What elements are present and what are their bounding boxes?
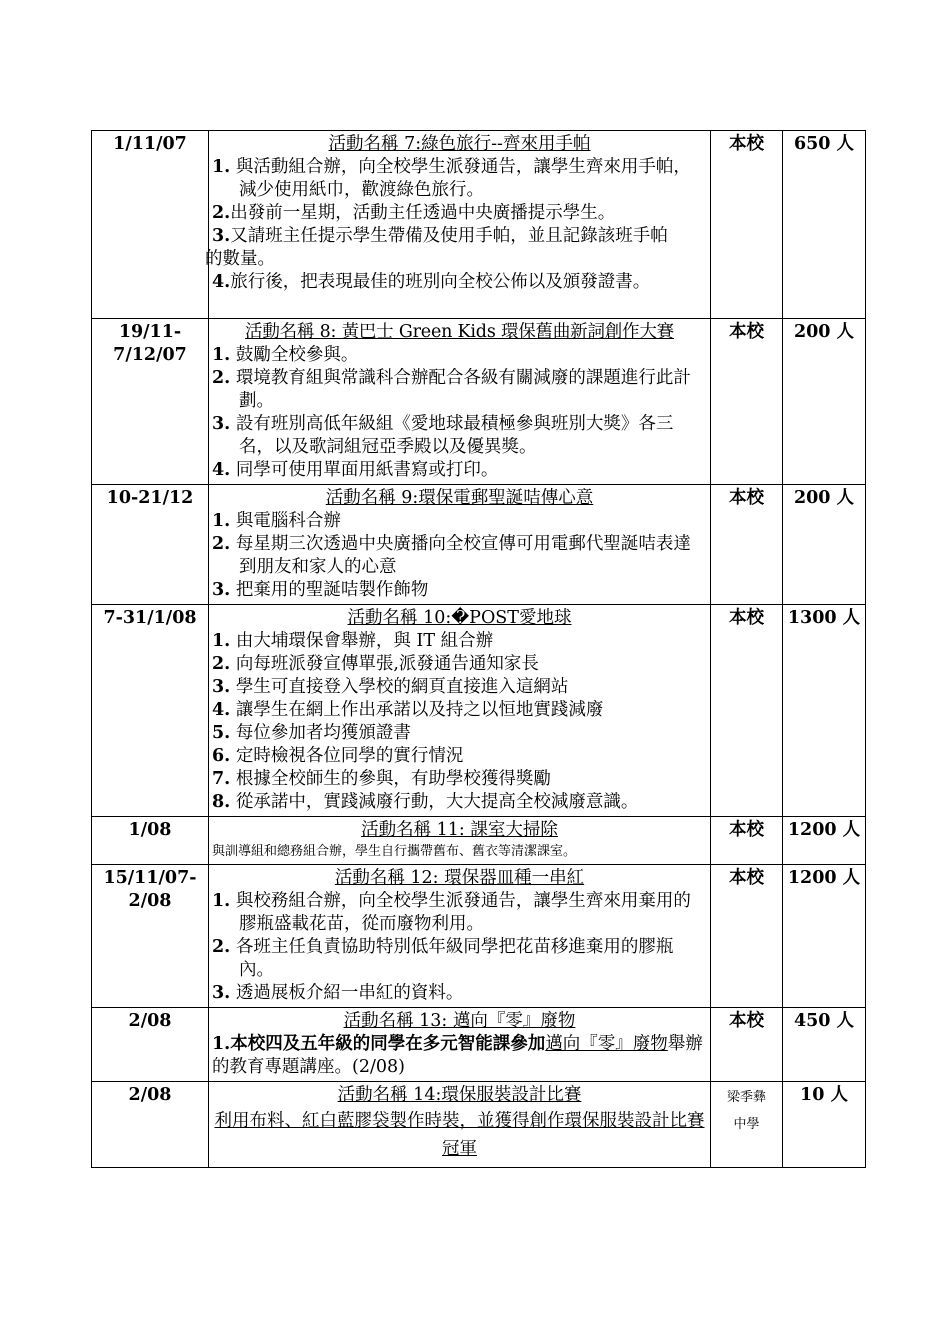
date-cell: 19/11- 7/12/07 [92, 319, 209, 485]
activity-body: 利用布料、紅白藍膠袋製作時裝，並獲得創作環保服裝設計比賽冠軍 [214, 1111, 705, 1159]
activity-steps [212, 630, 707, 814]
activity-title: 活動名稱 13: 邁向『零』廢物 [343, 1011, 576, 1031]
list-item: 2. 環境教育組與常識科合辦配合各級有關減廢的課題進行此計劃。 [212, 368, 691, 411]
date-cell: 1/08 [92, 817, 209, 865]
activity-body: 1.本校四及五年級的同學在多元智能課參加邁向『零』廢物舉辦的教育專題講座。(2/08) [212, 1034, 703, 1077]
date-cell: 10-21/12 [92, 485, 209, 605]
activity-cell [209, 605, 711, 817]
venue-cell: 本校 [711, 1008, 783, 1082]
venue-cell: 本校 [711, 817, 783, 865]
list-item: 1. 鼓勵全校參與。 [212, 345, 359, 365]
activities-table [91, 130, 866, 1168]
activity-cell [209, 1082, 711, 1168]
list-item: 3. 學生可直接登入學校的網頁直接進入這網站 [212, 677, 569, 697]
count-cell: 1200 人 [783, 817, 866, 865]
list-item: 2.出發前一星期，活動主任透過中央廣播提示學生。 [212, 203, 616, 223]
list-item: 2. 每星期三次透過中央廣播向全校宣傳可用電郵代聖誕咭表達到朋友和家人的心意 [212, 534, 691, 577]
list-item: 的數量。 [205, 249, 275, 269]
activity-title: 活動名稱 7:綠色旅行--齊來用手帕 [328, 134, 591, 154]
activity-title: 活動名稱 10:�POST愛地球 [347, 608, 572, 628]
table-row [92, 485, 866, 605]
activity-cell [209, 817, 711, 865]
table-row [92, 817, 866, 865]
count-cell: 200 人 [783, 319, 866, 485]
activity-title: 活動名稱 8: 黃巴士 Green Kids 環保舊曲新詞創作大賽 [245, 322, 674, 342]
date-cell: 2/08 [92, 1082, 209, 1168]
list-item: 3. 設有班別高低年級組《愛地球最積極參與班別大獎》各三名，以及歌詞組冠亞季殿以及優異獎。 [212, 414, 674, 457]
activity-title: 活動名稱 9:環保電郵聖誕咭傳心意 [325, 488, 594, 508]
list-item: 4.旅行後，把表現最佳的班別向全校公佈以及頒發證書。 [212, 272, 651, 292]
list-item: 3. 透過展板介紹一串紅的資料。 [212, 983, 464, 1003]
table-row [92, 605, 866, 817]
list-item: 4. 讓學生在網上作出承諾以及持之以恒地實踐減廢 [212, 700, 604, 720]
list-item: 2. 各班主任負責協助特別低年級同學把花苗移進棄用的膠瓶內。 [212, 937, 674, 980]
list-item: 4. 同學可使用單面用紙書寫或打印。 [212, 460, 499, 480]
count-cell: 650 人 [783, 131, 866, 319]
count-cell: 1300 人 [783, 605, 866, 817]
list-item: 1. 由大埔環保會舉辦，與 IT 組合辦 [212, 631, 494, 651]
count-cell: 1200 人 [783, 865, 866, 1008]
table-row [92, 1082, 866, 1168]
date-cell: 1/11/07 [92, 131, 209, 319]
list-item: 1. 與校務組合辦，向全校學生派發通告，讓學生齊來用棄用的膠瓶盛載花苗，從而廢物利用。 [212, 891, 691, 934]
activity-title: 活動名稱 11: 課室大掃除 [361, 820, 558, 840]
activity-steps [212, 344, 707, 482]
activity-note: 與訓導組和總務組合辦，學生自行攜帶舊布、舊衣等清潔課室。 [212, 844, 577, 859]
venue-cell: 本校 [711, 131, 783, 319]
table-row [92, 1008, 866, 1082]
list-item: 5. 每位參加者均獲頒證書 [212, 723, 411, 743]
activity-cell [209, 1008, 711, 1082]
table-row [92, 319, 866, 485]
count-cell: 10 人 [783, 1082, 866, 1168]
activity-steps [205, 156, 707, 294]
activity-cell [205, 131, 711, 319]
activity-cell [209, 485, 711, 605]
venue-cell: 本校 [711, 485, 783, 605]
table-row [92, 131, 866, 319]
activity-steps [212, 890, 707, 1005]
venue-cell: 梁季彝 中學 [711, 1082, 783, 1168]
venue-cell: 本校 [711, 865, 783, 1008]
list-item: 2. 向每班派發宣傳單張,派發通告通知家長 [212, 654, 539, 674]
table-row [92, 865, 866, 1008]
list-item: 8. 從承諾中，實踐減廢行動，大大提高全校減廢意識。 [212, 792, 639, 812]
count-cell: 200 人 [783, 485, 866, 605]
activity-steps [212, 510, 707, 602]
list-item: 1. 與電腦科合辦 [212, 511, 341, 531]
date-cell: 15/11/07- 2/08 [92, 865, 209, 1008]
activity-cell [209, 319, 711, 485]
date-cell: 2/08 [92, 1008, 209, 1082]
list-item: 3.又請班主任提示學生帶備及使用手帕，並且記錄該班手帕 [212, 226, 668, 246]
list-item: 7. 根據全校師生的參與，有助學校獲得獎勵 [212, 769, 551, 789]
list-item: 3. 把棄用的聖誕咭製作飾物 [212, 580, 429, 600]
venue-cell: 本校 [711, 319, 783, 485]
activity-cell [209, 865, 711, 1008]
activity-title: 活動名稱 14:環保服裝設計比賽 [337, 1085, 582, 1105]
list-item: 1. 與活動組合辦，向全校學生派發通告，讓學生齊來用手帕，減少使用紙巾，歡渡綠色旅行。 [212, 157, 691, 200]
venue-cell: 本校 [711, 605, 783, 817]
date-cell: 7-31/1/08 [92, 605, 209, 817]
list-item: 6. 定時檢視各位同學的實行情況 [212, 746, 464, 766]
activity-title: 活動名稱 12: 環保器皿種一串紅 [334, 868, 585, 888]
count-cell: 450 人 [783, 1008, 866, 1082]
